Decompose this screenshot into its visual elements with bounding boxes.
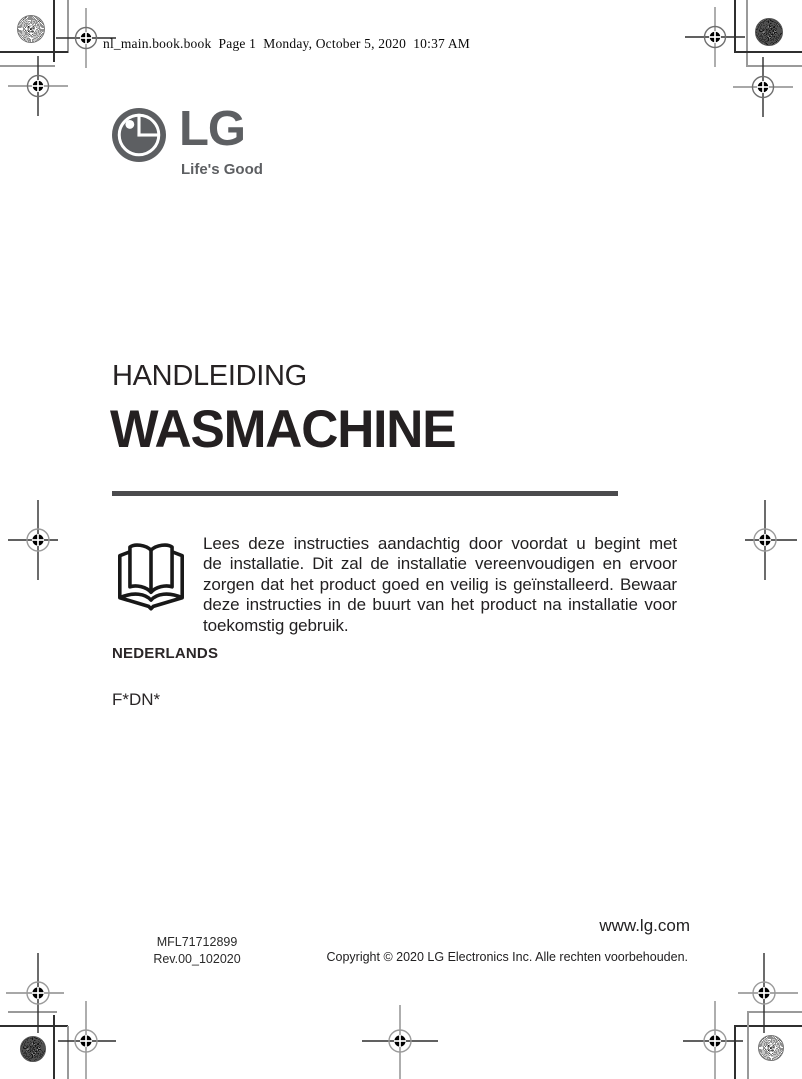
color-registration-noise-icon	[20, 1036, 46, 1062]
copyright-text: Copyright © 2020 LG Electronics Inc. Alle rechten voorbehouden.	[326, 950, 688, 964]
language-label: NEDERLANDS	[112, 645, 219, 662]
registration-target-icon	[0, 500, 78, 580]
registration-target-icon	[675, 1001, 755, 1079]
registration-target-icon	[46, 1001, 126, 1079]
notice-line: toekomstig gebruik.	[203, 615, 349, 635]
notice-line: zorgen dat het product goed en veilig is geïnstalleerd. Bewaar	[203, 574, 677, 594]
lg-tagline: Life's Good	[181, 161, 263, 178]
notice-line: deze instructies in de buurt van het product na installatie voor	[203, 595, 677, 615]
title-divider	[112, 491, 618, 496]
registration-target-icon	[725, 500, 802, 580]
notice-line: de installatie. Dit zal de installatie vereenvoudigen en ervoor	[203, 554, 677, 574]
model-code: F*DN*	[112, 690, 161, 709]
color-registration-sunburst-icon	[758, 1035, 784, 1061]
registration-target-icon	[8, 56, 68, 116]
color-registration-noise-icon	[755, 18, 783, 46]
revision-code: Rev.00_102020	[153, 951, 241, 966]
website-url: www.lg.com	[599, 916, 690, 935]
product-title: WASMACHINE	[110, 400, 456, 459]
doc-type-heading: HANDLEIDING	[112, 360, 307, 392]
lg-emblem-icon	[112, 108, 166, 162]
part-number-block	[152, 934, 242, 967]
registration-target-icon	[733, 57, 793, 117]
color-registration-sunburst-icon	[17, 15, 45, 43]
installation-notice	[203, 534, 677, 636]
part-number: MFL71712899	[156, 935, 238, 949]
lg-wordmark: LG	[179, 102, 246, 156]
open-book-icon	[112, 539, 190, 616]
notice-line: Lees deze instructies aandachtig door voordat u begint met	[203, 534, 677, 553]
registration-target-icon	[360, 1001, 440, 1079]
print-job-header: nl_main.book.book Page 1 Monday, October 5, 2020 10:37 AM	[103, 36, 470, 51]
